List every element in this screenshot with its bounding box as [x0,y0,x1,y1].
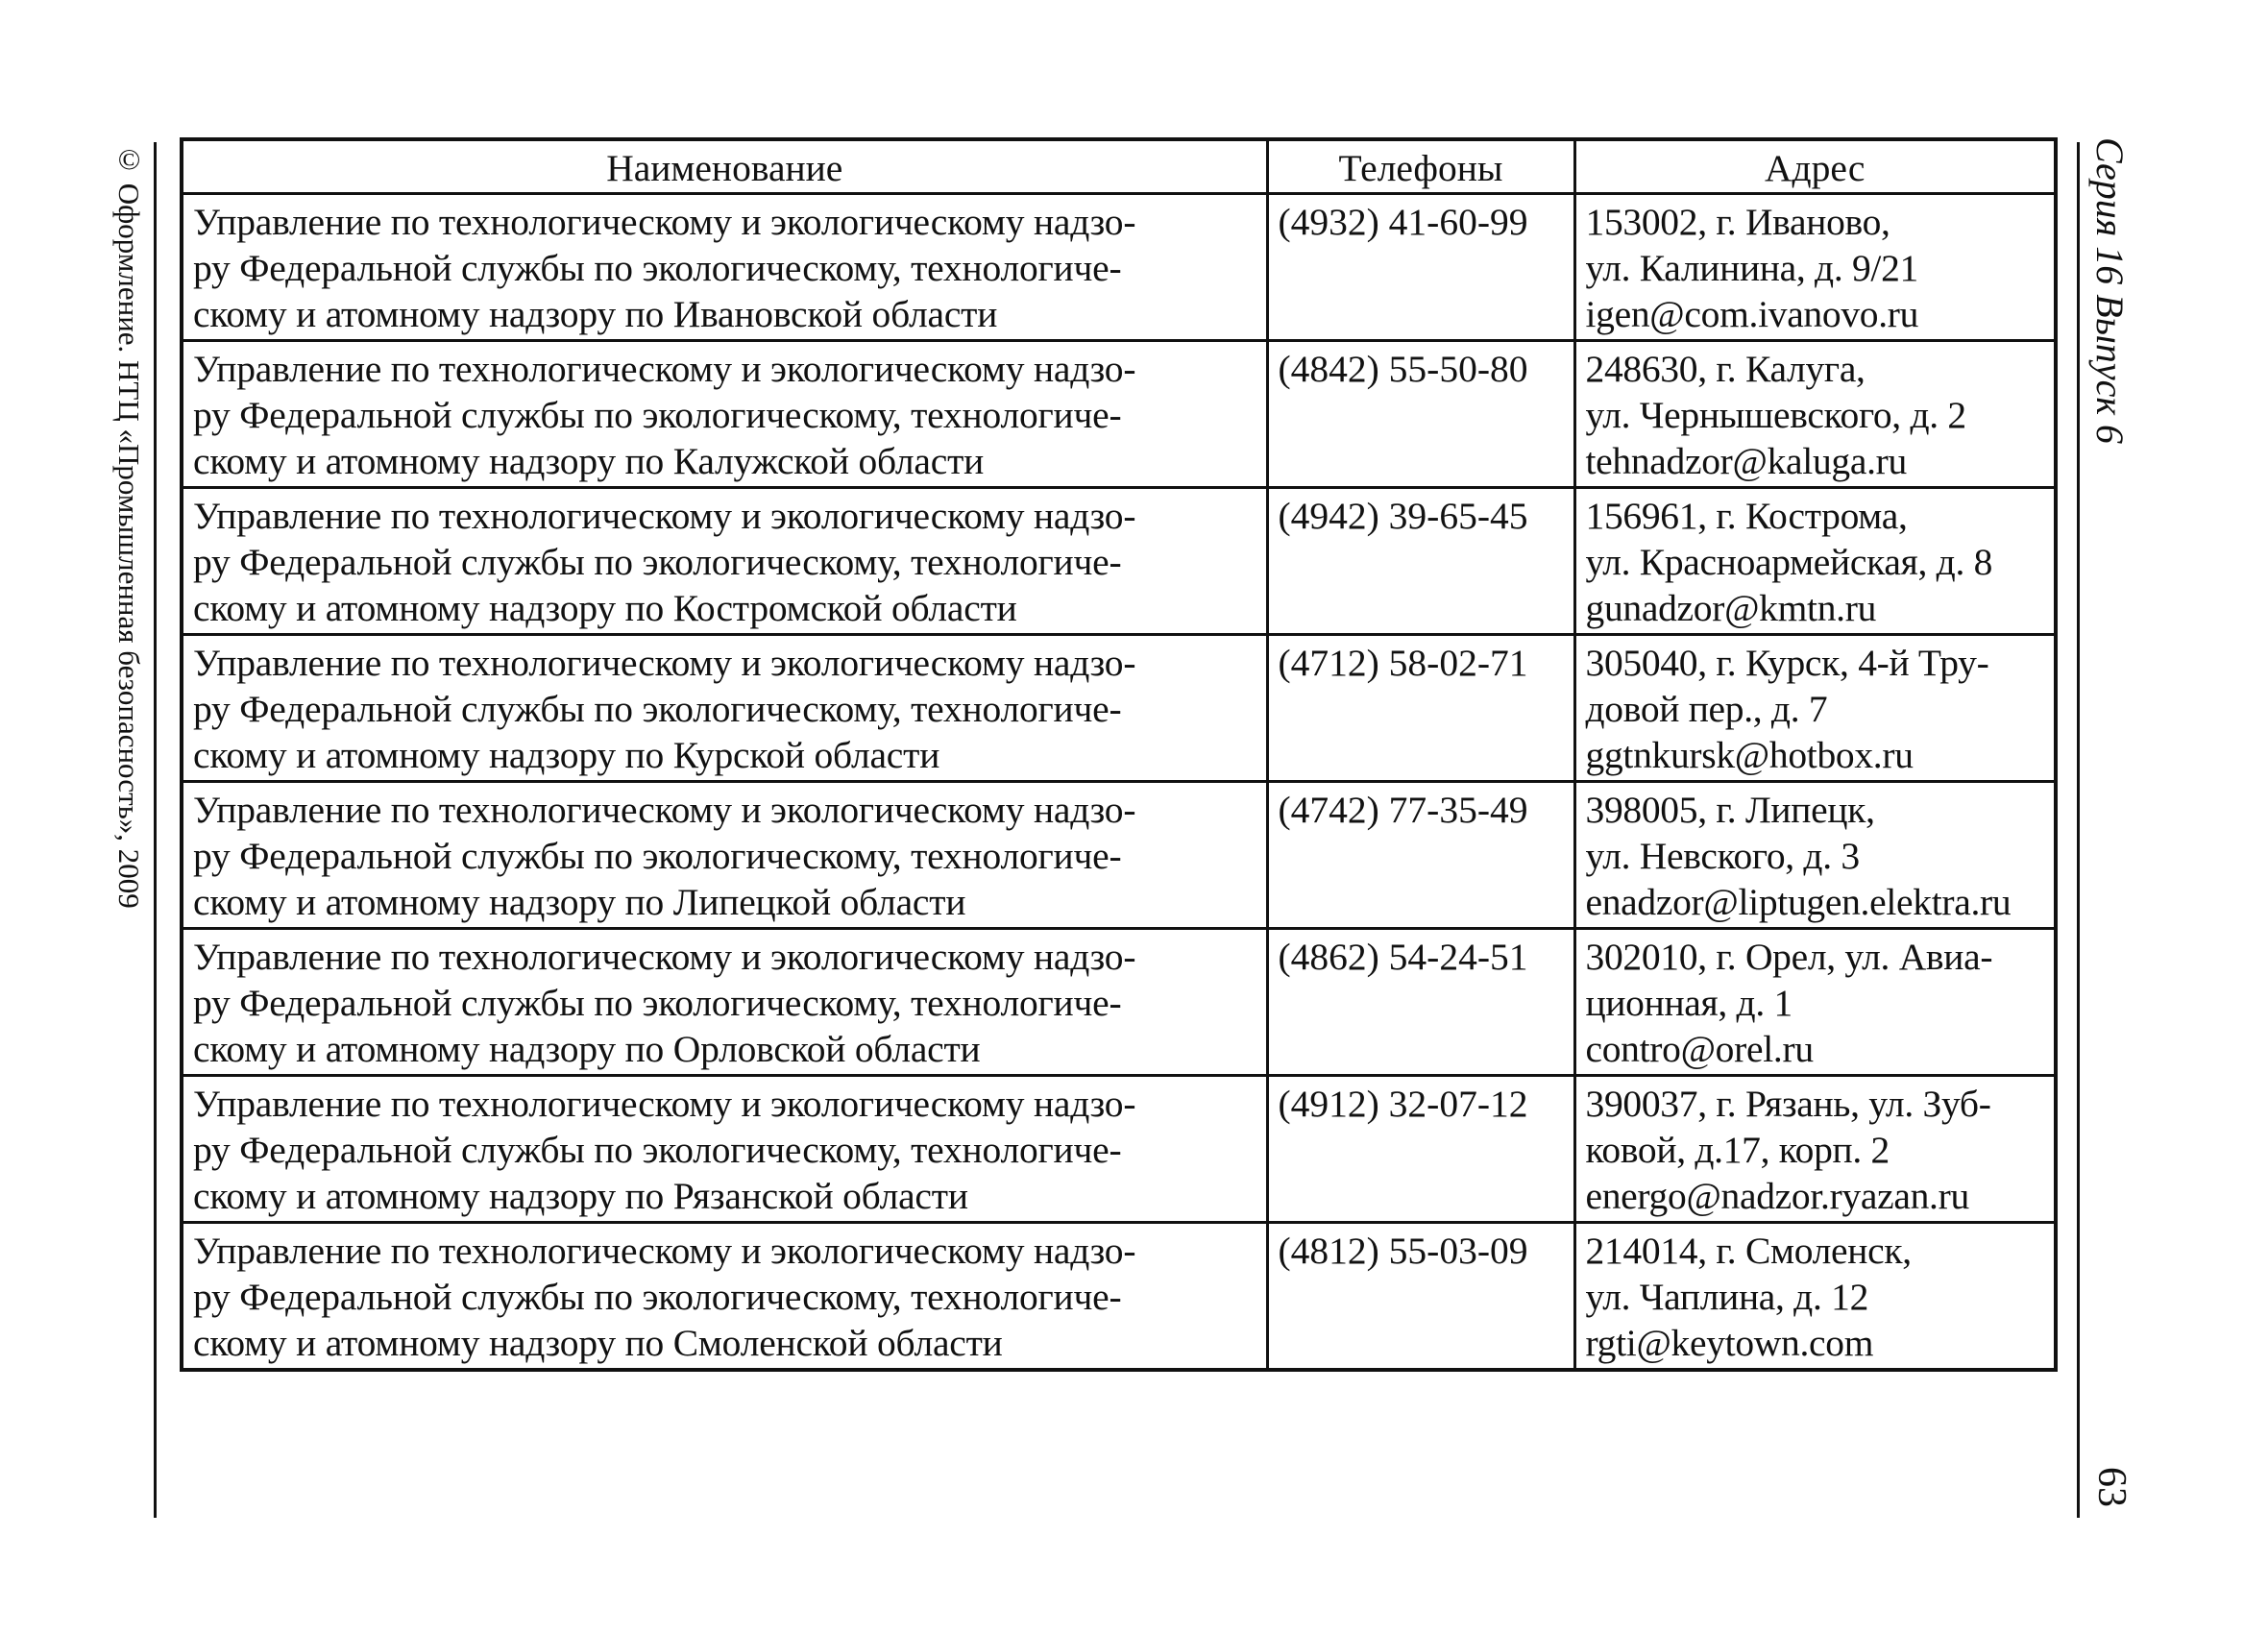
organization-name-line: ру Федеральной службы по экологическому, технологиче- [193,835,1122,877]
address-line: 305040, г. Курск, 4-й Тру- [1585,642,1989,684]
address-cell [1574,929,2056,1076]
address-cell [1574,488,2056,635]
organization-name-line: ру Федеральной службы по экологическому, технологиче- [193,541,1122,583]
organization-name-line: скому и атомному надзору по Липецкой области [193,881,966,923]
organization-name-cell [182,194,1267,341]
organization-name-line: скому и атомному надзору по Орловской области [193,1028,981,1070]
organization-name-line: Управление по технологическому и экологическому надзо- [193,642,1136,684]
organization-name-line: ру Федеральной службы по экологическому, технологиче- [193,1276,1122,1318]
organization-name-line: скому и атомному надзору по Рязанской области [193,1175,968,1217]
address-line: 390037, г. Рязань, ул. Зуб- [1585,1083,1991,1125]
table-row [182,341,2056,488]
email-line: energo@nadzor.ryazan.ru [1585,1175,1969,1217]
organization-name-cell [182,1223,1267,1371]
organization-name-line: ру Федеральной службы по экологическому, технологиче- [193,394,1122,436]
organization-name-line: Управление по технологическому и экологическому надзо- [193,936,1136,978]
address-line: ул. Красноармейская, д. 8 [1585,541,1993,583]
address-line: 398005, г. Липецк, [1585,789,1875,831]
table-row [182,635,2056,782]
email-line: ggtnkursk@hotbox.ru [1585,734,1914,776]
organization-name-line: ру Федеральной службы по экологическому, технологиче- [193,247,1122,289]
address-line: ул. Невского, д. 3 [1585,835,1860,877]
phone-cell: (4842) 55-50-80 [1267,341,1574,488]
copyright-note: © Оформление. НТЦ «Промышленная безопасность», 2009 [112,142,146,909]
address-line: ул. Чаплина, д. 12 [1585,1276,1869,1318]
organization-name-line: Управление по технологическому и экологическому надзо- [193,789,1136,831]
organization-name-line: скому и атомному надзору по Ивановской области [193,293,998,335]
organization-name-line: Управление по технологическому и экологическому надзо- [193,1230,1136,1272]
table-row [182,194,2056,341]
organization-name-line: скому и атомному надзору по Костромской области [193,587,1017,629]
email-line: gunadzor@kmtn.ru [1585,587,1877,629]
phone-cell: (4742) 77-35-49 [1267,782,1574,929]
phone-cell: (4812) 55-03-09 [1267,1223,1574,1371]
organization-name-line: Управление по технологическому и экологическому надзо- [193,348,1136,390]
table-row [182,488,2056,635]
organization-name-line: Управление по технологическому и экологическому надзо- [193,1083,1136,1125]
table-row [182,1223,2056,1371]
organization-name-cell [182,929,1267,1076]
address-cell [1574,1076,2056,1223]
phone-cell: (4712) 58-02-71 [1267,635,1574,782]
address-line: довой пер., д. 7 [1585,688,1828,730]
organization-name-line: скому и атомному надзору по Калужской области [193,440,985,482]
address-line: 302010, г. Орел, ул. Авиа- [1585,936,1993,978]
address-line: 156961, г. Кострома, [1585,495,1908,537]
table-row [182,929,2056,1076]
table-row [182,782,2056,929]
address-cell [1574,635,2056,782]
organization-name-cell [182,1076,1267,1223]
email-line: rgti@keytown.com [1585,1322,1874,1364]
address-cell [1574,782,2056,929]
address-line: ул. Чернышевского, д. 2 [1585,394,1966,436]
page-number: 63 [2089,1467,2134,1507]
organization-name-cell [182,488,1267,635]
header-address: Адрес [1574,139,2056,194]
phone-cell: (4862) 54-24-51 [1267,929,1574,1076]
organization-name-line: Управление по технологическому и экологическому надзо- [193,495,1136,537]
email-line: igen@com.ivanovo.ru [1585,293,1919,335]
series-header: Серия 16 Выпуск 6 [2088,137,2132,445]
table-header-row [182,139,2056,194]
header-name: Наименование [182,139,1267,194]
organization-name-line: ру Федеральной службы по экологическому, технологиче- [193,688,1122,730]
phone-cell: (4932) 41-60-99 [1267,194,1574,341]
table-row [182,1076,2056,1223]
organization-name-cell [182,635,1267,782]
email-line: tehnadzor@kaluga.ru [1585,440,1907,482]
right-margin-rule [2077,142,2080,1518]
email-line: contro@orel.ru [1585,1028,1814,1070]
address-line: 153002, г. Иваново, [1585,201,1890,243]
address-cell [1574,194,2056,341]
left-margin-rule [154,142,157,1518]
contacts-table [180,137,2058,1372]
address-line: ционная, д. 1 [1585,982,1792,1024]
address-line: 248630, г. Калуга, [1585,348,1866,390]
organization-name-line: ру Федеральной службы по экологическому, технологиче- [193,1129,1122,1171]
organization-name-cell [182,782,1267,929]
organization-name-line: скому и атомному надзору по Смоленской области [193,1322,1003,1364]
address-cell [1574,1223,2056,1371]
organization-name-cell [182,341,1267,488]
address-cell [1574,341,2056,488]
organization-name-line: скому и атомному надзору по Курской области [193,734,940,776]
organization-name-line: ру Федеральной службы по экологическому, технологиче- [193,982,1122,1024]
address-line: ковой, д.17, корп. 2 [1585,1129,1890,1171]
address-line: 214014, г. Смоленск, [1585,1230,1912,1272]
email-line: enadzor@liptugen.elektra.ru [1585,881,2012,923]
phone-cell: (4942) 39-65-45 [1267,488,1574,635]
header-phones: Телефоны [1267,139,1574,194]
organization-name-line: Управление по технологическому и экологическому надзо- [193,201,1136,243]
phone-cell: (4912) 32-07-12 [1267,1076,1574,1223]
address-line: ул. Калинина, д. 9/21 [1585,247,1919,289]
